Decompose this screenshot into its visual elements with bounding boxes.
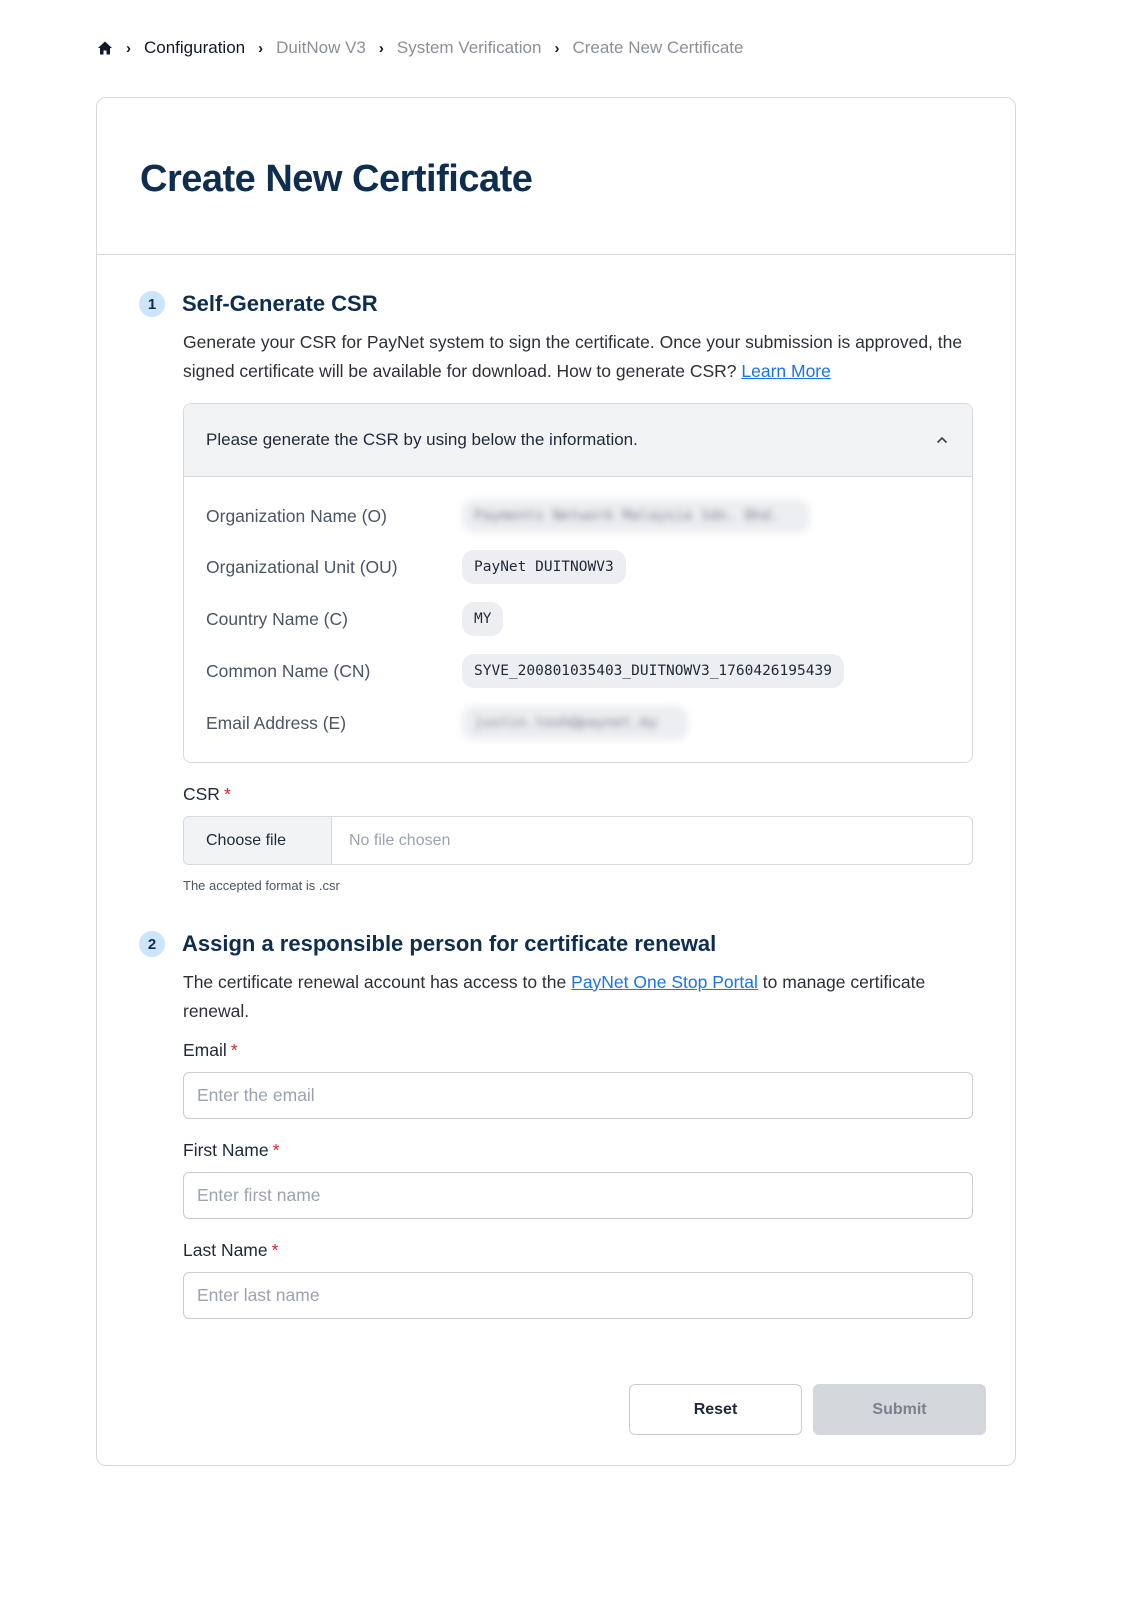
first-name-label-text: First Name <box>183 1140 269 1160</box>
csr-info-panel-heading: Please generate the CSR by using below the information. <box>206 430 638 449</box>
info-row-email-address <box>206 706 688 740</box>
step-2-description-before: The certificate renewal account has access to the <box>183 972 567 992</box>
info-label: Common Name (CN) <box>206 660 371 681</box>
first-name-input[interactable] <box>183 1172 973 1219</box>
csr-label-text: CSR <box>183 784 220 804</box>
step-1-description <box>183 328 983 386</box>
csr-format-hint: The accepted format is .csr <box>183 878 340 893</box>
last-name-input[interactable] <box>183 1272 973 1319</box>
step-2-header <box>139 931 716 957</box>
info-value: SYVE_200801035403_DUITNOWV3_1760426195439 <box>462 654 844 688</box>
learn-more-link[interactable]: Learn More <box>741 361 831 381</box>
email-label <box>183 1040 238 1061</box>
email-input[interactable] <box>183 1072 973 1119</box>
file-status: No file chosen <box>349 831 451 849</box>
last-name-label <box>183 1240 278 1261</box>
page-title: Create New Certificate <box>140 158 533 200</box>
info-label: Organization Name (O) <box>206 505 387 526</box>
step-2-description-after: to manage certificate renewal. <box>183 972 926 1021</box>
breadcrumb-separator-icon: › <box>378 39 384 57</box>
breadcrumb-separator-icon: › <box>258 39 264 57</box>
breadcrumb-current-page: Create New Certificate <box>572 38 744 57</box>
required-mark: * <box>230 1040 238 1060</box>
step-2-badge: 2 <box>139 931 165 957</box>
csr-info-panel <box>183 403 973 763</box>
info-value: MY <box>462 602 503 636</box>
csr-file-input[interactable] <box>183 816 973 865</box>
breadcrumb-separator-icon: › <box>554 39 560 57</box>
breadcrumb <box>97 36 743 60</box>
certificate-form-card <box>96 97 1016 1466</box>
paynet-portal-link[interactable]: PayNet One Stop Portal <box>571 972 758 992</box>
breadcrumb-system-verification[interactable]: System Verification <box>396 38 542 57</box>
step-2-description <box>183 968 983 1026</box>
info-label: Country Name (C) <box>206 608 348 629</box>
step-2-title: Assign a responsible person for certificate renewal <box>182 931 717 956</box>
info-label: Organizational Unit (OU) <box>206 556 398 577</box>
step-1-title: Self-Generate CSR <box>182 291 378 316</box>
chevron-up-icon[interactable] <box>934 432 950 448</box>
info-label: Email Address (E) <box>206 712 347 733</box>
info-row-organization-name <box>206 499 810 533</box>
breadcrumb-separator-icon: › <box>126 39 131 57</box>
info-value: Payments Network Malaysia Sdn. Bhd. <box>462 499 810 533</box>
home-icon[interactable] <box>97 40 113 56</box>
info-value: justin.teoh@paynet.my <box>462 706 688 740</box>
csr-label <box>183 784 231 805</box>
step-1-header <box>139 291 378 317</box>
required-mark: * <box>223 784 231 804</box>
info-row-organizational-unit <box>206 550 626 584</box>
info-row-common-name <box>206 654 844 688</box>
breadcrumb-duitnow-v3[interactable]: DuitNow V3 <box>276 38 366 57</box>
step-1-badge: 1 <box>139 291 165 317</box>
required-mark: * <box>271 1240 279 1260</box>
csr-info-panel-header[interactable] <box>184 404 972 477</box>
submit-button[interactable]: Submit <box>813 1384 986 1435</box>
step-1-description-text: Generate your CSR for PayNet system to sign the certificate. Once your submission is approved, the signed certificate will be available for download. How to generate CSR? <box>183 332 963 381</box>
last-name-label-text: Last Name <box>183 1240 268 1260</box>
required-mark: * <box>272 1140 280 1160</box>
info-value: PayNet DUITNOWV3 <box>462 550 626 584</box>
card-header <box>97 98 1015 255</box>
email-label-text: Email <box>183 1040 227 1060</box>
first-name-label <box>183 1140 279 1161</box>
info-row-country-name <box>206 602 503 636</box>
reset-button[interactable]: Reset <box>629 1384 802 1435</box>
choose-file-button[interactable]: Choose file <box>184 817 332 864</box>
breadcrumb-configuration[interactable]: Configuration <box>144 38 246 57</box>
